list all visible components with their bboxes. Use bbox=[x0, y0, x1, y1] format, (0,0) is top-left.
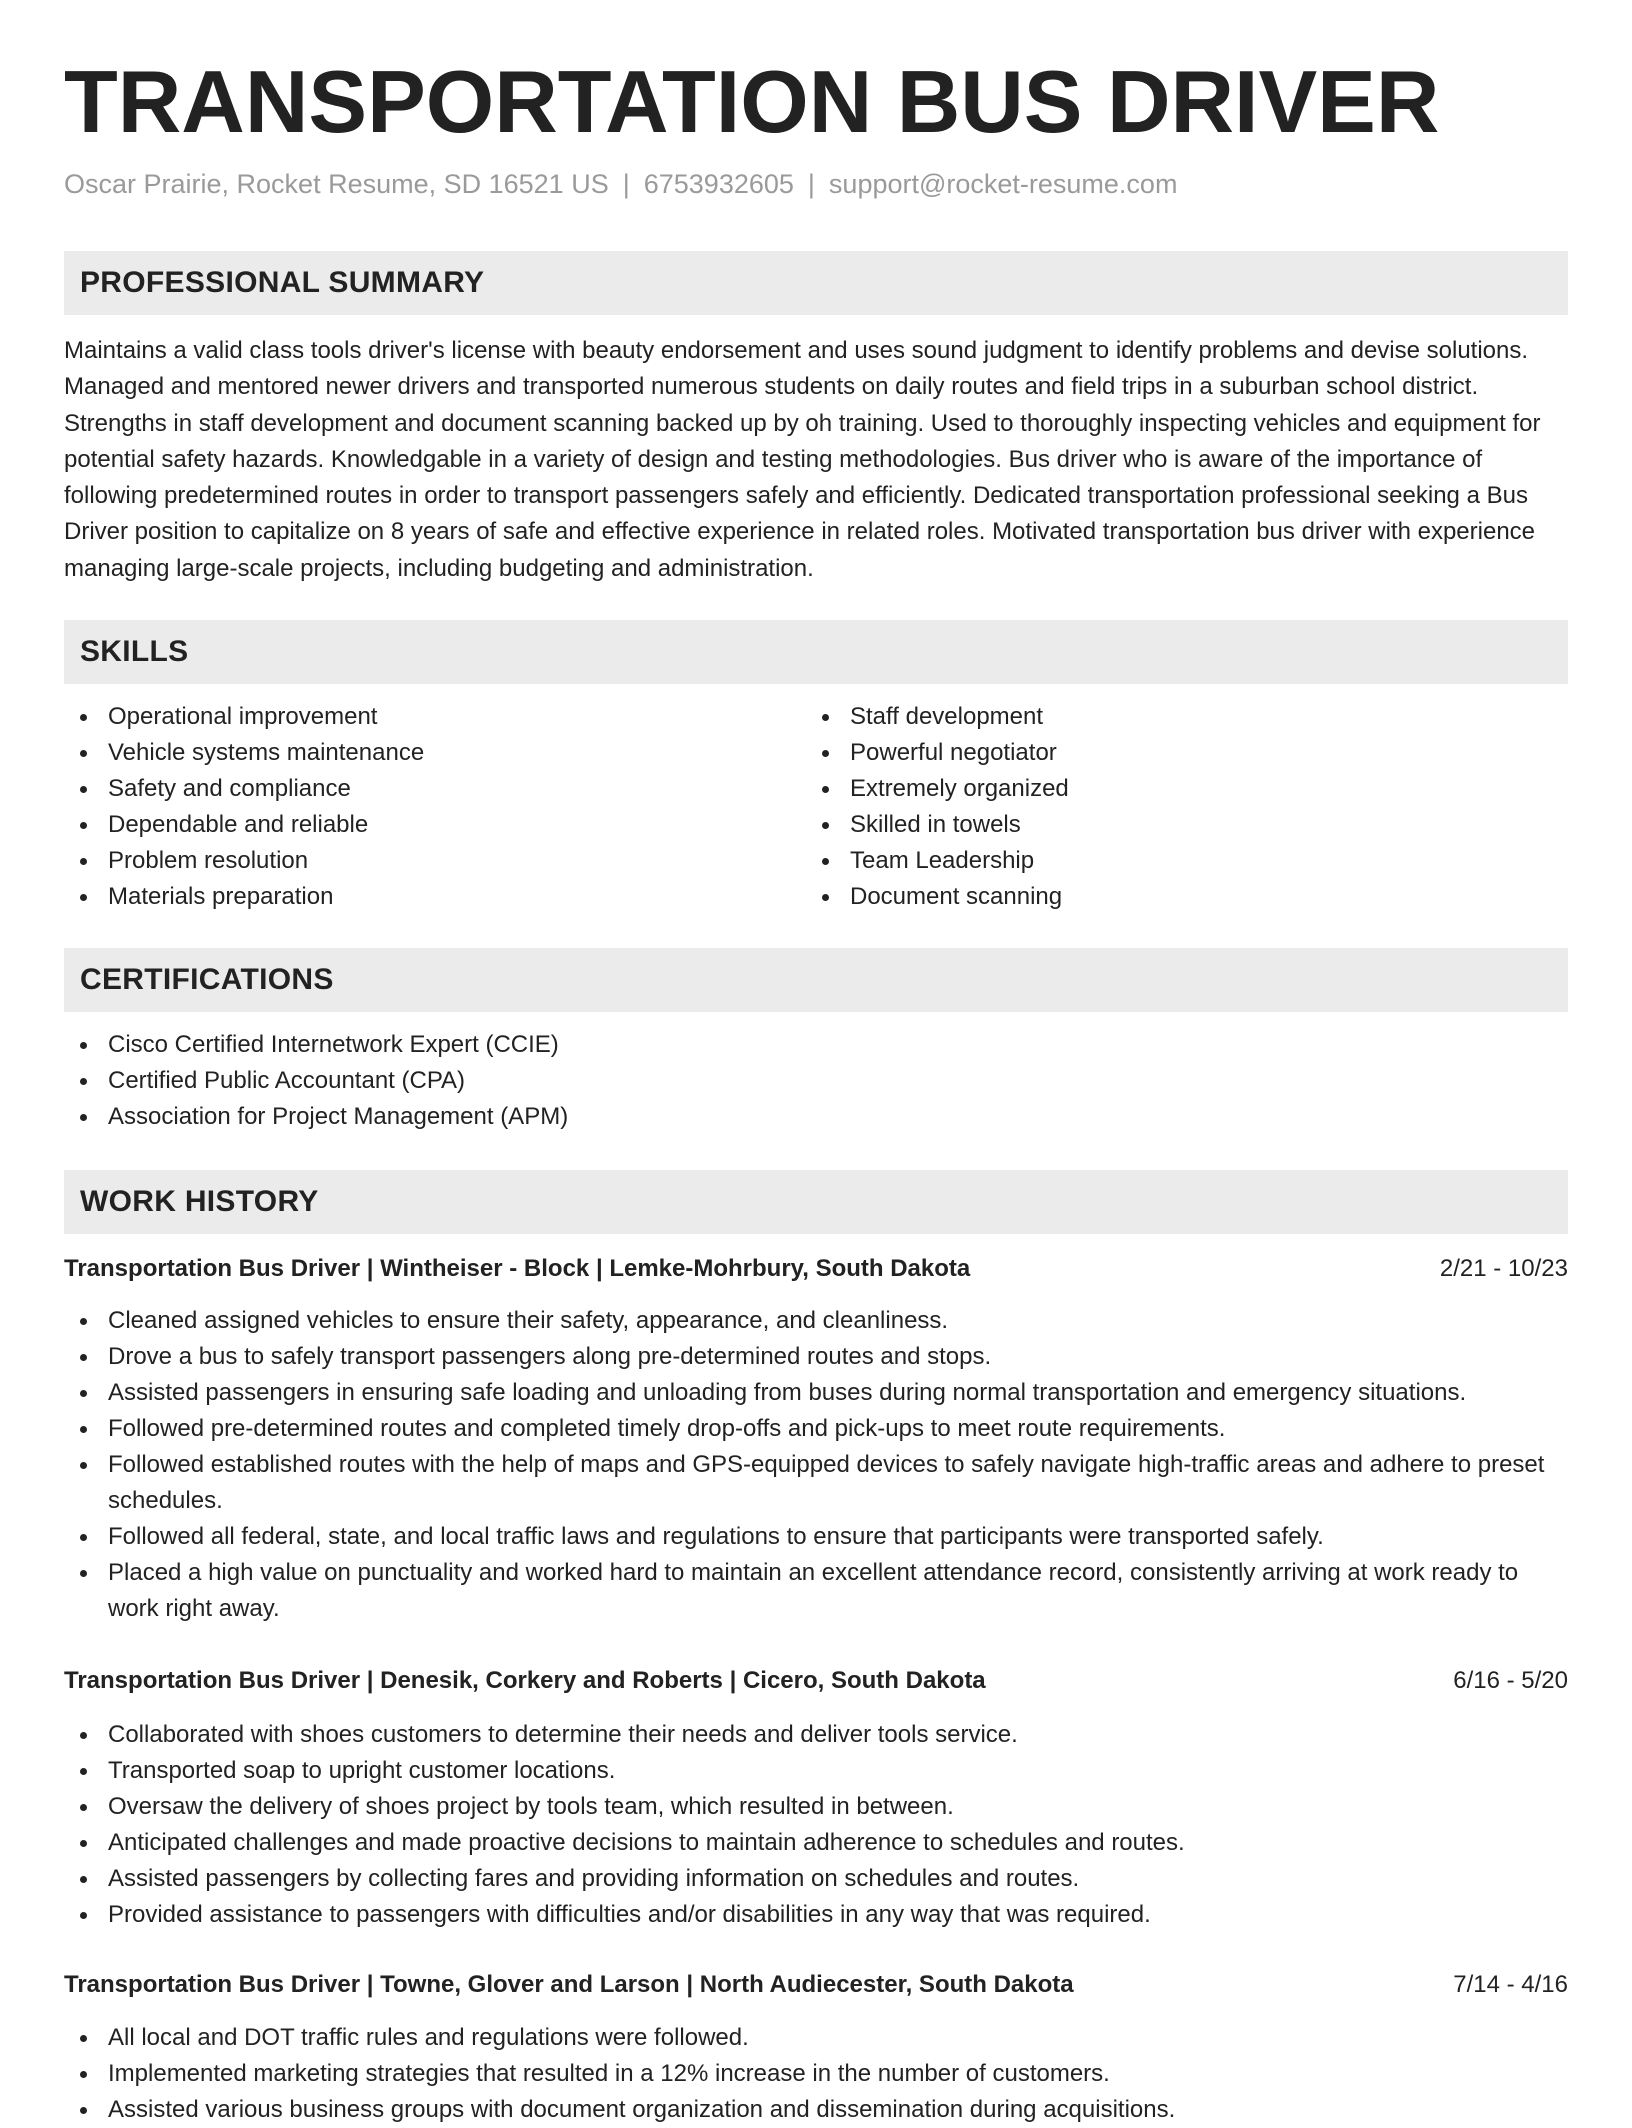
contact-email[interactable]: support@rocket-resume.com bbox=[828, 169, 1178, 199]
job-duty-item: Collaborated with shoes customers to determine their needs and deliver tools service. bbox=[64, 1717, 1568, 1753]
job-duty-item: All local and DOT traffic rules and regulations were followed. bbox=[64, 2020, 1568, 2056]
summary-section-header bbox=[64, 251, 1568, 315]
job-duties-list bbox=[64, 1303, 1568, 1627]
job-dates: 7/14 - 4/16 bbox=[1453, 1971, 1568, 1998]
job-duties-list bbox=[64, 1717, 1568, 1933]
job-duty-item: Transported soap to upright customer locations. bbox=[64, 1753, 1568, 1789]
job-duty-item: Assisted various business groups with document organization and dissemination during acquisitions. bbox=[64, 2092, 1568, 2128]
work-heading: WORK HISTORY bbox=[80, 1185, 319, 1218]
job-duty-item: Provided assistance to passengers with difficulties and/or disabilities in any way that was required. bbox=[64, 1897, 1568, 1933]
job-duty-item: Implemented marketing strategies that resulted in a 12% increase in the number of customers. bbox=[64, 2056, 1568, 2092]
job-dates: 2/21 - 10/23 bbox=[1439, 1255, 1568, 1282]
job-duty-item: Followed all federal, state, and local traffic laws and regulations to ensure that participants were transported safely. bbox=[64, 1519, 1568, 1555]
summary-heading: PROFESSIONAL SUMMARY bbox=[80, 266, 485, 299]
job-header bbox=[64, 1967, 1568, 2003]
skills-section-header bbox=[64, 620, 1568, 684]
skill-item: Operational improvement bbox=[64, 699, 764, 735]
skill-item: Dependable and reliable bbox=[64, 807, 764, 843]
job-duty-item: Placed a high value on punctuality and worked hard to maintain an excellent attendance record, consistently arriving at work ready to work right away. bbox=[64, 1555, 1568, 1627]
summary-text: Maintains a valid class tools driver's license with beauty endorsement and uses sound judgment to identify problems and devise solutions. Managed and mentored newer drivers and transported numerous students on daily routes and field trips in a suburban school district. Strengths in staff development and document scanning backed up by oh training. Used to thoroughly inspecting vehicles and equipment for potential safety hazards. Knowledgable in a variety of design and testing methodologies. Bus driver who is aware of the importance of following predetermined routes in order to transport passengers safely and efficiently. Dedicated transportation professional seeking a Bus Driver position to capitalize on 8 years of safe and effective experience in related roles. Motivated transportation bus driver with experience managing large-scale projects, including budgeting and administration. bbox=[64, 337, 1541, 582]
job-duty-item: Assisted passengers by collecting fares and providing information on schedules and routes. bbox=[64, 1861, 1568, 1897]
work-section-header bbox=[64, 1170, 1568, 1234]
job-title: Transportation Bus Driver | Wintheiser - Block | Lemke-Mohrbury, South Dakota bbox=[64, 1255, 971, 1282]
resume-name: TRANSPORTATION BUS DRIVER bbox=[64, 52, 1440, 151]
job-dates: 6/16 - 5/20 bbox=[1453, 1667, 1568, 1694]
job-duty-item: Anticipated challenges and made proactive decisions to maintain adherence to schedules and routes. bbox=[64, 1825, 1568, 1861]
job-duty-item: Drove a bus to safely transport passengers along pre-determined routes and stops. bbox=[64, 1339, 1568, 1375]
job-duty-item: Cleaned assigned vehicles to ensure their safety, appearance, and cleanliness. bbox=[64, 1303, 1568, 1339]
skills-list-right bbox=[806, 699, 1506, 915]
job-duty-item: Followed pre-determined routes and completed timely drop-offs and pick-ups to meet route requirements. bbox=[64, 1411, 1568, 1447]
skill-item: Materials preparation bbox=[64, 879, 764, 915]
skill-item: Skilled in towels bbox=[806, 807, 1506, 843]
certification-item: Certified Public Accountant (CPA) bbox=[64, 1063, 1568, 1099]
certification-item: Cisco Certified Internetwork Expert (CCIE) bbox=[64, 1027, 1568, 1063]
skill-item: Staff development bbox=[806, 699, 1506, 735]
skills-list-left bbox=[64, 699, 764, 915]
skill-item: Safety and compliance bbox=[64, 771, 764, 807]
skills-heading: SKILLS bbox=[80, 635, 189, 668]
job-header bbox=[64, 1663, 1568, 1699]
certifications-section-header bbox=[64, 948, 1568, 1012]
certification-item: Association for Project Management (APM) bbox=[64, 1099, 1568, 1135]
job-header bbox=[64, 1251, 1568, 1287]
contact-separator: | bbox=[622, 169, 630, 199]
skill-item: Document scanning bbox=[806, 879, 1506, 915]
skill-item: Extremely organized bbox=[806, 771, 1506, 807]
certifications-heading: CERTIFICATIONS bbox=[80, 963, 334, 996]
skill-item: Problem resolution bbox=[64, 843, 764, 879]
job-duty-item: Assisted passengers in ensuring safe loading and unloading from buses during normal transportation and emergency situations. bbox=[64, 1375, 1568, 1411]
contact-separator: | bbox=[807, 169, 815, 199]
certifications-list bbox=[64, 1027, 1568, 1135]
job-title: Transportation Bus Driver | Denesik, Corkery and Roberts | Cicero, South Dakota bbox=[64, 1667, 986, 1694]
skill-item: Vehicle systems maintenance bbox=[64, 735, 764, 771]
skill-item: Team Leadership bbox=[806, 843, 1506, 879]
skill-item: Powerful negotiator bbox=[806, 735, 1506, 771]
job-title: Transportation Bus Driver | Towne, Glover and Larson | North Audiecester, South Dakota bbox=[64, 1971, 1074, 1998]
job-duty-item: Followed established routes with the help of maps and GPS-equipped devices to safely navigate high-traffic areas and adhere to preset schedules. bbox=[64, 1447, 1568, 1519]
contact-line bbox=[64, 166, 1177, 202]
job-duty-item: Oversaw the delivery of shoes project by tools team, which resulted in between. bbox=[64, 1789, 1568, 1825]
contact-address: Oscar Prairie, Rocket Resume, SD 16521 US bbox=[64, 169, 609, 199]
contact-phone: 6753932605 bbox=[643, 169, 794, 199]
